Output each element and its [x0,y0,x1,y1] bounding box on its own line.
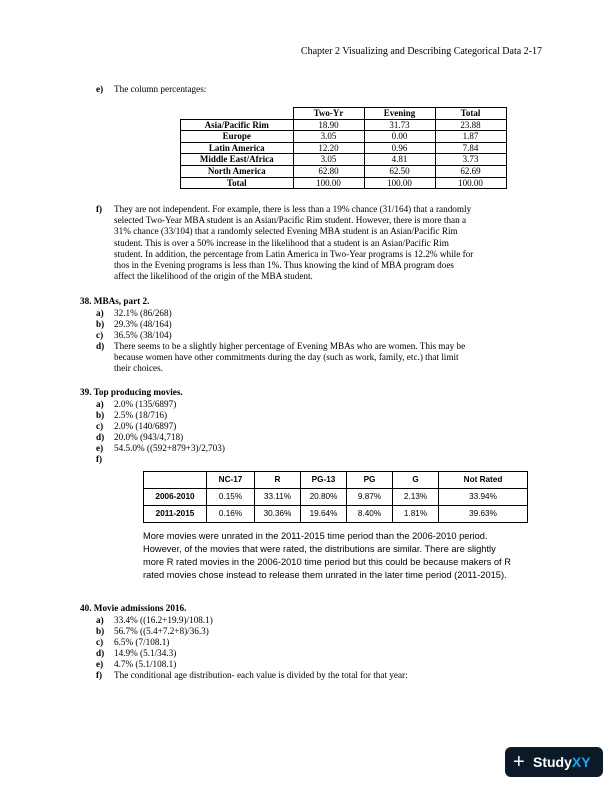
paragraph-line: because women have other commitments during the day (such as work, family, etc.) that limit [114,352,459,363]
list-item [96,670,516,681]
q37f-item [96,204,516,282]
paragraph-line: selected Two-Year MBA student is an Asian/Pacific Rim student. However, there is more than a [114,215,467,226]
list-item [96,432,516,443]
list-item [96,308,516,319]
table-cell: 12.20 [293,142,364,154]
row-header: North America [181,165,294,177]
page-header: Chapter 2 Visualizing and Describing Categorical Data 2-17 [300,46,542,57]
item-label: c) [96,330,104,340]
item-text: The column percentages: [114,84,207,94]
paragraph-line: However, of the movies that were rated, the distributions are similar. There are slightly [143,544,496,554]
list-item [96,330,516,341]
section-title-38: 38. MBAs, part 2. [80,296,150,306]
table-cell: 33.94% [439,489,528,506]
paragraph-line: more R rated movies in the 2006-2010 time period but this could be because makers of R [143,557,511,567]
item-label: f) [96,454,103,464]
table-header-row [144,472,528,489]
section-title-39: 39. Top producing movies. [80,387,183,397]
table-cell: 1.81% [393,506,439,523]
table-cell: 62.69 [435,165,506,177]
column-header: Total [435,108,506,120]
section-title-40: 40. Movie admissions 2016. [80,603,187,613]
item-text: 32.1% (86/268) [114,308,172,318]
table-cell: 0.16% [207,506,255,523]
column-percentages-table [180,107,507,189]
list-item [96,421,516,432]
item-label: a) [96,399,104,409]
list-item [96,615,516,626]
table-cell: 3.05 [293,131,364,143]
list-item [96,626,516,637]
column-header: PG [347,472,393,489]
paragraph-line: student. In addition, the percentage from Latin America in Two-Year programs is 12.2% while for [114,248,474,259]
paragraph-line: thos in the Evening programs is less than 1%. Thus knowing the kind of MBA program does [114,260,454,271]
list-item [96,410,516,421]
table-cell: 0.15% [207,489,255,506]
item-text: 36.5% (38/104) [114,330,172,340]
table-cell: 18.90 [293,119,364,131]
table-cell: 4.81 [364,154,435,166]
paragraph-line: student. This is over a 50% increase in the likelihood that a student is an Asian/Pacific Rim [114,237,449,248]
table-header-row [181,108,507,120]
item-text: 2.0% (135/6897) [114,399,177,409]
list-item [96,659,516,670]
table-row [181,177,507,189]
row-header: Latin America [181,142,294,154]
table-row [144,506,528,523]
column-header: NC-17 [207,472,255,489]
table-row [181,154,507,166]
item-text: The conditional age distribution- each value is divided by the total for that year: [114,670,408,680]
table-cell: 19.64% [301,506,347,523]
table-cell: 39.63% [439,506,528,523]
item-label: a) [96,615,104,625]
list-item [96,399,516,410]
paragraph-line: There seems to be a slightly higher percentage of Evening MBAs who are women. This may be [114,341,466,351]
table-cell: 9.87% [347,489,393,506]
item-text: 20.0% (943/4,718) [114,432,184,442]
column-header: Two-Yr [293,108,364,120]
column-header: Not Rated [439,472,528,489]
paragraph-line: They are not independent. For example, there is less than a 19% chance (31/164) that a randomly [114,204,472,214]
paragraph-line: affect the likelihood of the origin of the MBA student. [114,271,313,282]
item-label: e) [96,84,104,94]
list-item [96,443,516,454]
item-label: b) [96,626,105,636]
item-text: 14.9% (5.1/34.3) [114,648,177,658]
item-paragraph [114,341,514,375]
table-cell: 62.50 [364,165,435,177]
item-text: 2.0% (140/6897) [114,421,177,431]
logo-text-accent: XY [571,754,591,770]
table-row [144,489,528,506]
table-corner [144,472,207,489]
item-text: 29.3% (48/164) [114,319,172,329]
item-label: e) [96,659,104,669]
row-header: 2006-2010 [144,489,207,506]
item-text: 6.5% (7/108.1) [114,637,170,647]
column-header: PG-13 [301,472,347,489]
list-item [96,648,516,659]
studyxy-logo-badge[interactable] [505,747,603,777]
item-label: e) [96,443,104,453]
item-text: 33.4% ((16.2+19.9)/108.1) [114,615,213,625]
row-header: Europe [181,131,294,143]
item-paragraph [114,204,514,282]
table-row [181,142,507,154]
table-row [181,165,507,177]
row-header: Middle East/Africa [181,154,294,166]
table-cell: 100.00 [293,177,364,189]
table-cell: 20.80% [301,489,347,506]
table-cell: 2.13% [393,489,439,506]
item-text: 4.7% (5.1/108.1) [114,659,177,669]
item-text: 2.5% (18/716) [114,410,168,420]
table-row [181,119,507,131]
table-cell: 7.84 [435,142,506,154]
table-cell: 31.73 [364,119,435,131]
table-row [181,131,507,143]
paragraph-line: 31% chance (33/104) that a randomly selected Evening MBA student is an Asian/Pacific Rim [114,226,458,237]
item-label: d) [96,341,105,351]
table-cell: 3.05 [293,154,364,166]
list-item [96,319,516,330]
item-label: c) [96,421,104,431]
row-header: Total [181,177,294,189]
item-label: b) [96,319,105,329]
plus-icon: + [513,751,525,773]
table-cell: 100.00 [435,177,506,189]
item-text: 56.7% ((5.4+7.2+8)/36.3) [114,626,209,636]
list-item [96,454,516,465]
paragraph-line: their choices. [114,363,163,374]
item-label: c) [96,637,104,647]
table-cell: 33.11% [255,489,301,506]
table-cell: 1.87 [435,131,506,143]
list-item [96,341,516,374]
q37e-item [96,84,516,95]
q39-paragraph [143,530,563,582]
item-label: f) [96,670,103,680]
table-cell: 0.96 [364,142,435,154]
table-corner [181,108,294,120]
item-label: b) [96,410,105,420]
row-header: Asia/Pacific Rim [181,119,294,131]
column-header: G [393,472,439,489]
table-cell: 0.00 [364,131,435,143]
table-cell: 23.88 [435,119,506,131]
table-cell: 3.73 [435,154,506,166]
column-header: Evening [364,108,435,120]
table-cell: 62.80 [293,165,364,177]
list-item [96,637,516,648]
paragraph-line: More movies were unrated in the 2011-2015 time period than the 2006-2010 period. [143,531,488,541]
logo-wordmark [533,747,591,777]
item-text: 54.5.0% ((592+879+3)/2,703) [114,443,225,453]
logo-text-main: Study [533,754,572,770]
column-header: R [255,472,301,489]
item-label: a) [96,308,104,318]
movie-ratings-table [143,471,528,523]
item-label: d) [96,432,105,442]
table-cell: 100.00 [364,177,435,189]
row-header: 2011-2015 [144,506,207,523]
table-cell: 30.36% [255,506,301,523]
item-label: f) [96,204,103,214]
paragraph-line: rated movies chose instead to release them unrated in the later time period (2011-2015). [143,570,507,580]
table-cell: 8.40% [347,506,393,523]
item-label: d) [96,648,105,658]
